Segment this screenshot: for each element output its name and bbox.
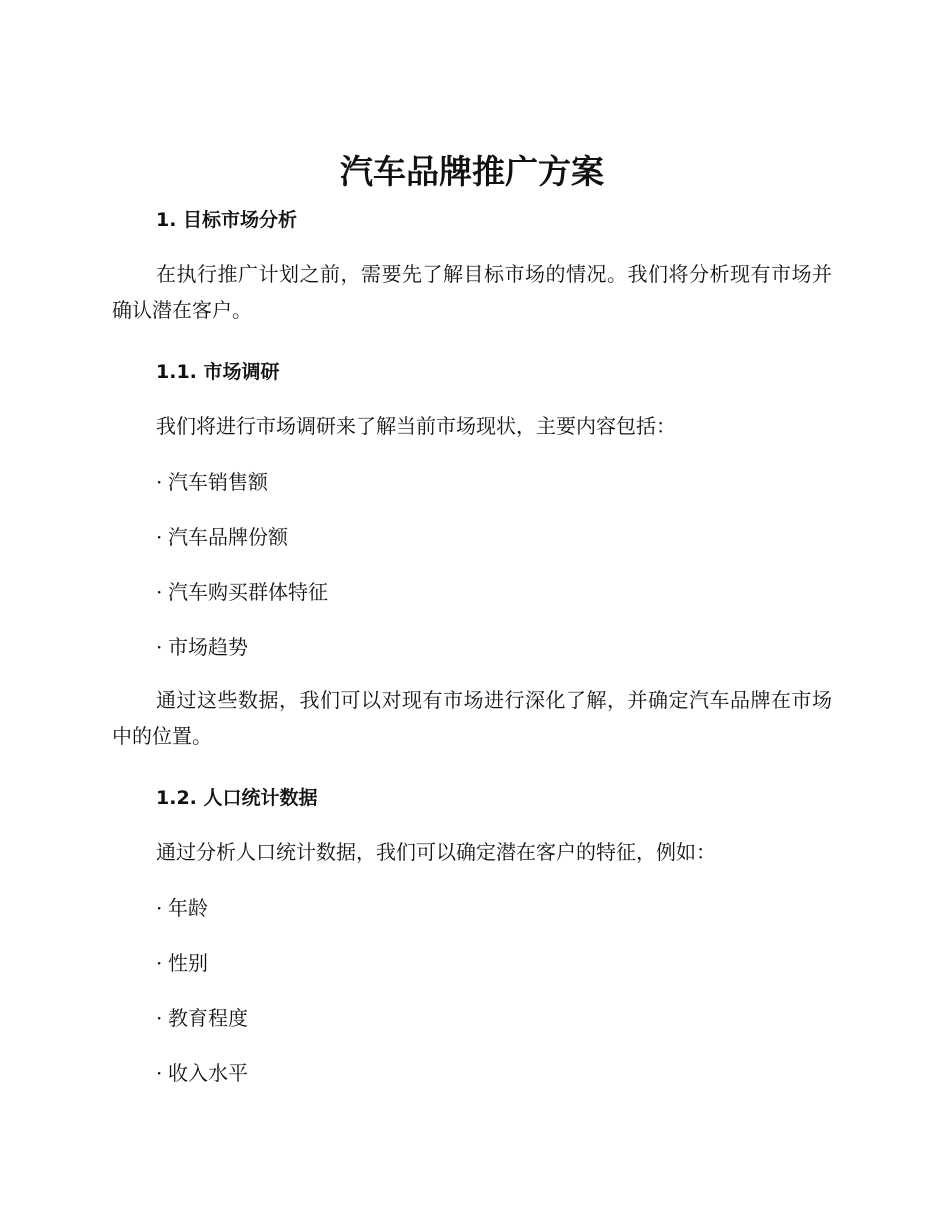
list-item-text: 年龄 — [168, 896, 208, 920]
paragraph-market-research-intro: 我们将进行市场调研来了解当前市场现状，主要内容包括： — [156, 414, 676, 438]
section-heading-market-research: 1.1. 市场调研 — [156, 361, 280, 383]
list-item — [156, 633, 248, 661]
bullet-icon: · — [156, 896, 163, 920]
list-item-text: 教育程度 — [168, 1006, 248, 1030]
list-item — [156, 468, 268, 496]
bullet-icon: · — [156, 470, 163, 494]
bullet-icon: · — [156, 580, 163, 604]
bullet-icon: · — [156, 525, 163, 549]
list-item — [156, 949, 208, 977]
bullet-icon: · — [156, 951, 163, 975]
bullet-icon: · — [156, 1061, 163, 1085]
list-item — [156, 894, 208, 922]
bullet-icon: · — [156, 635, 163, 659]
list-item — [156, 523, 288, 551]
list-item — [156, 1059, 248, 1087]
paragraph-demographics-intro: 通过分析人口统计数据，我们可以确定潜在客户的特征，例如： — [156, 840, 716, 864]
paragraph-market-research-conclusion: 通过这些数据，我们可以对现有市场进行深化了解，并确定汽车品牌在市场中的位置。 — [112, 688, 832, 748]
list-item-text: 收入水平 — [168, 1061, 248, 1085]
section-heading-demographics: 1.2. 人口统计数据 — [156, 787, 318, 809]
list-item-text: 性别 — [168, 951, 208, 975]
bullet-icon: · — [156, 1006, 163, 1030]
list-item-text: 汽车购买群体特征 — [168, 580, 328, 604]
list-item — [156, 1004, 248, 1032]
list-item-text: 汽车品牌份额 — [168, 525, 288, 549]
list-item-text: 汽车销售额 — [168, 470, 268, 494]
list-item — [156, 578, 328, 606]
list-item-text: 市场趋势 — [168, 635, 248, 659]
document-title: 汽车品牌推广方案 — [340, 152, 604, 191]
section-heading-target-market: 1. 目标市场分析 — [156, 209, 298, 231]
paragraph-target-market: 在执行推广计划之前，需要先了解目标市场的情况。我们将分析现有市场并确认潜在客户。 — [112, 262, 832, 322]
